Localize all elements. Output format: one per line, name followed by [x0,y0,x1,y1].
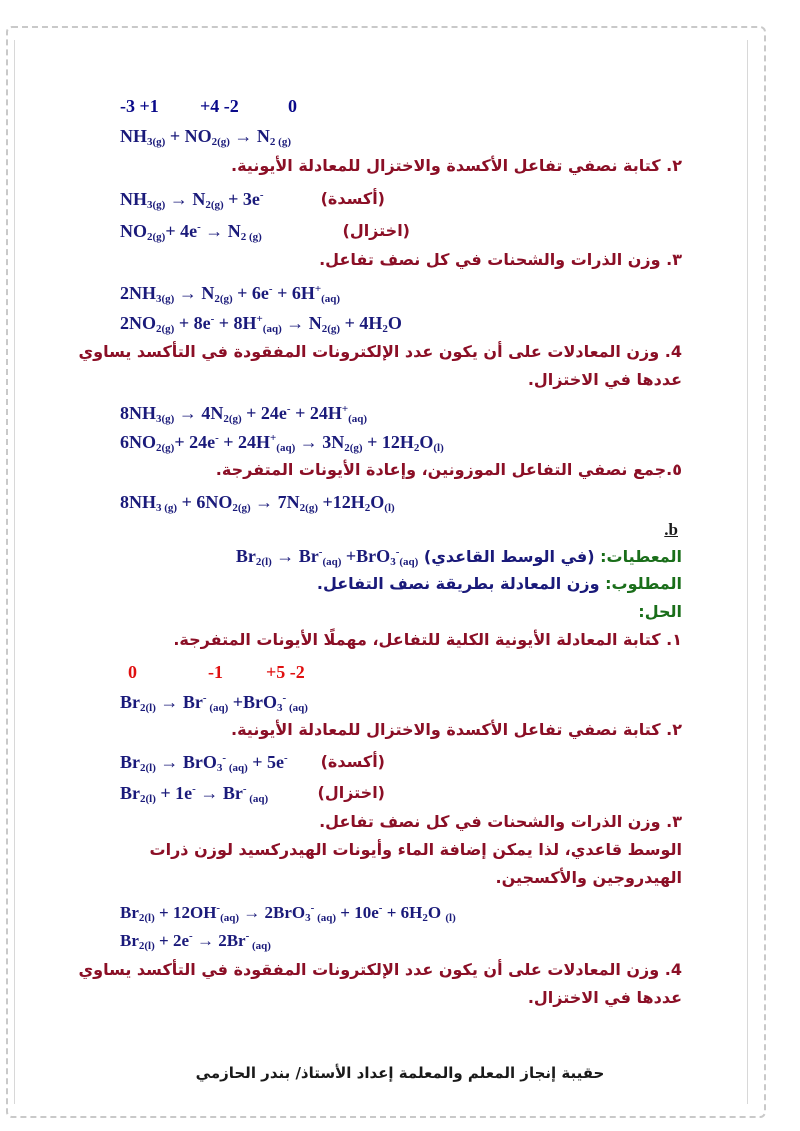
given-medium: (في الوسط القاعدي) [423,547,595,566]
multiplied-half-2-a: $6NO_{2(g)}+ 24e^- + 24H^+_{(aq)} \to 3N_{2(g)} + 12H_2O_{(l)}$ [120,432,444,454]
reduction-label-b: (اختزال) [317,783,385,802]
step-1-b: ١. كتابة المعادلة الأيونية الكلية للتفاعل، مهملًا الأيونات المتفرجة. [173,630,682,649]
step-4-b-line2: عددها في الاختزال. [527,988,682,1007]
oxidation-half-b: $Br_{2(l)} \to BrO_3^-$ $_{(aq)}$ + 5e- [120,752,288,774]
step-2-a: ٢. كتابة نصفي تفاعل الأكسدة والاختزال للمعادلة الأيونية. [231,156,682,175]
ox-num: -3 +1 [120,96,159,116]
required-label: المطلوب: [605,574,682,593]
given-label: المعطيات: [600,547,682,566]
multiplied-half-1-a: $8NH_{3(g)} \to 4N_{2(g)} + 24e^- + 24H^+_{(aq)}$ [120,403,368,425]
oxidation-numbers-b [120,662,305,683]
balanced-half-2-b: $Br_{2(l)} + 2e^- \to 2Br^-$ $_{(aq)}$ [120,930,271,952]
part-b-label: .b [664,520,678,539]
required-line [317,574,682,593]
ox-num: -1 [208,662,223,682]
oxidation-half-a: $NH_{3(g)} \to N_{2(g)} + 3e^-$ [120,189,264,211]
step-5-a: ٥.جمع نصفي التفاعل الموزونين، وإعادة الأيونات المتفرجة. [215,460,682,479]
reduction-label-a: (اختزال) [342,221,410,240]
ox-num: 0 [128,662,137,682]
oxidation-label-b: (أكسدة) [320,752,385,771]
ionic-equation-b: $Br_{2(l)} \to Br^-$ $_{(aq)}$ +BrO$_3$- $_{(aq)}$ [120,692,308,714]
step-2-b: ٢. كتابة نصفي تفاعل الأكسدة والاختزال للمعادلة الأيونية. [231,720,682,739]
step-3-b: ٣. وزن الذرات والشحنات في كل نصف تفاعل. [319,812,682,831]
ox-num: +4 -2 [200,96,239,116]
footer-credit: حقيبة إنجاز المعلم والمعلمة إعداد الأستاذ/ بندر الحازمي [195,1064,605,1082]
oxidation-numbers-a [120,96,297,117]
ox-num: +5 -2 [266,662,305,682]
reduction-half-a: $NO_{2(g)}+ 4e^- \to N_{2 (g)}$ [120,221,262,243]
step-4-b-line1: 4. وزن المعادلات على أن يكون عدد الإلكترونات المفقودة في التأكسد يساوي [78,960,682,979]
balanced-half-2-a: $2NO_{2(g)} + 8e^- + 8H^+_{(aq)} \to N_{2(g)} + 4H_2O$ [120,313,402,335]
step-4-a-line1: 4. وزن المعادلات على أن يكون عدد الإلكترونات المفقودة في التأكسد يساوي [78,342,682,361]
step-3-a: ٣. وزن الذرات والشحنات في كل نصف تفاعل. [319,250,682,269]
step-4-a-line2: عددها في الاختزال. [527,370,682,389]
balanced-half-1-a: $2NH_{3(g)} \to N_{2(g)} + 6e^- + 6H^+_{(aq)}$ [120,283,341,305]
ox-num: 0 [288,96,297,116]
final-equation-a: $8NH_{3 (g)} + 6NO_{2(g)} \to 7N_{2(g)} +12H_2O_{(l)}$ [120,492,395,514]
reduction-half-b: $Br_{2(l)} + 1e^- \to Br^-$ $_{(aq)}$ [120,783,269,805]
required-text: وزن المعادلة بطريقة نصف التفاعل. [316,574,600,593]
oxidation-label-a: (أكسدة) [320,189,385,208]
solution-label: الحل: [638,602,682,621]
given-equation: $Br_{2(l)} \to Br^-_{(aq)} +BrO_3^-_{(aq)}$ [235,546,419,568]
given-line [236,546,682,568]
note-b-line1: الوسط قاعدي، لذا يمكن إضافة الماء وأيونات الهيدركسيد لوزن ذرات [149,840,682,859]
ionic-equation-a: $NH_{3(g)} + NO_{2(g)} \to N_{2 (g)}$ [120,126,291,148]
note-b-line2: الهيدروجين والأكسجين. [495,868,682,887]
balanced-half-1-b: $Br_{2(l)} + 12OH^-_{(aq)} \to 2BrO_3^-$ $_{(aq)} + 10e^- + 6H_2O$ $_{(l)}$ [120,902,456,924]
